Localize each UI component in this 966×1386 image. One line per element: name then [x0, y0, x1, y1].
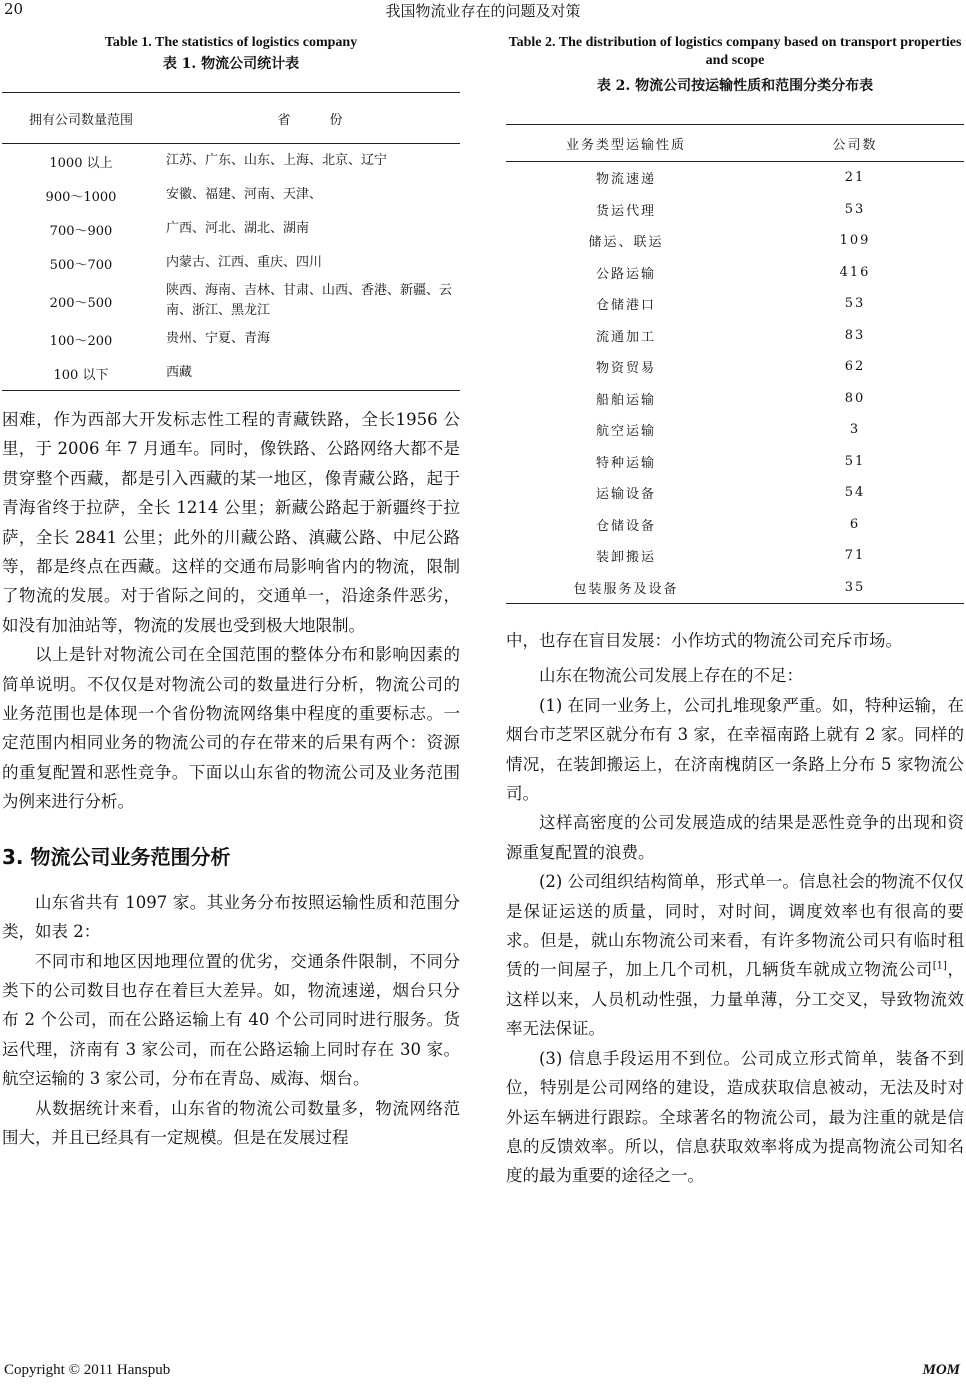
right-paragraph-4: 这样高密度的公司发展造成的结果是恶性竞争的出现和资源重复配置的浪费。 — [506, 813, 964, 862]
table-row — [2, 322, 460, 356]
table-row — [506, 383, 964, 415]
table-row — [506, 162, 964, 194]
left-paragraph-1: 困难，作为西部大开发标志性工程的青藏铁路，全长1956 公里，于 2006 年 7 月通车。同时，像铁路、公路网络大都不是贯穿整个西藏，都是引入西藏的某一地区，像青藏公路，起于青海省终于拉萨，全长 1214 公里；新藏公路起于新疆终于拉萨，全长 2841 公里；此外的川藏公路、滇藏公路、中尼公路等，都是终点在西藏。这样的交通布局影响省内的物流，限制了物流的发展。对于省际之间的，交通单一，沿途条件恶劣，如没有加油站等，物流的发展也受到极大地限制。 — [2, 410, 460, 635]
table-row — [506, 257, 964, 289]
table-row — [2, 356, 460, 391]
table2-type-cell: 储运、联运 — [588, 235, 664, 251]
table1-range-cell: 500～700 — [49, 257, 113, 273]
table2-company-distribution — [506, 124, 964, 604]
table1-logistics-statistics — [2, 92, 460, 391]
table-row — [506, 320, 964, 352]
table1-provinces-cell: 内蒙古、江西、重庆、四川 — [166, 255, 323, 270]
table2-caption-zh: 表 2. 物流公司按运输性质和范围分类分布表 — [596, 78, 874, 94]
table2-type-cell: 特种运输 — [595, 455, 656, 471]
table-row — [506, 540, 964, 572]
left-paragraph-5: 从数据统计来看，山东省的物流公司数量多，物流网络范围大，并且已经具有一定规模。但是在发展过程 — [2, 1098, 460, 1147]
table1-caption-zh: 表 1. 物流公司统计表 — [162, 56, 300, 72]
table-row — [2, 178, 460, 212]
citation-ref[interactable]: [1] — [932, 960, 947, 972]
table-row — [506, 351, 964, 383]
table2-count-cell: 62 — [844, 359, 866, 375]
table2-count-cell: 6 — [849, 516, 861, 532]
right-paragraph-5-text-b: ，这样以来，人员机动性强，力量单薄，分工交叉，导致物流效率无法保证。 — [506, 960, 965, 1039]
right-paragraph-5 — [506, 867, 964, 1043]
table2-type-cell: 物流速递 — [595, 172, 656, 188]
table1-header-range: 拥有公司数量范围 — [2, 93, 160, 144]
table2-count-cell: 416 — [839, 264, 871, 280]
table2-type-cell: 仓储设备 — [595, 518, 656, 534]
table2-type-cell: 船舶运输 — [595, 392, 656, 408]
left-paragraph-4: 不同市和地区因地理位置的优劣，交通条件限制，不同分类下的公司数目也存在着巨大差异。如，物流速递，烟台只分布 2 个公司，而在公路运输上有 40 个公司同时进行服务。货运代理，济南有 3 家公司，而在公路运输上同时存在 30 家。航空运输的 3 家公司，分布在青岛、威海、烟台。 — [2, 951, 460, 1089]
page-footer — [0, 1362, 966, 1384]
table2-count-cell: 80 — [844, 390, 866, 406]
right-paragraph-1: 中，也存在盲目发展：小作坊式的物流公司充斥市场。 — [506, 631, 902, 650]
table2-count-cell: 109 — [839, 233, 871, 249]
table2-type-cell: 公路运输 — [595, 266, 656, 282]
table2-count-cell: 3 — [849, 422, 861, 438]
table-row — [506, 477, 964, 509]
table2-type-cell: 运输设备 — [595, 487, 656, 503]
table2-count-cell: 53 — [844, 201, 866, 217]
table2-count-cell: 21 — [844, 170, 866, 186]
table2-caption-en: Table 2. The distribution of logistics company based on transport properties and scope — [508, 35, 962, 68]
table2-count-cell: 51 — [844, 453, 866, 469]
left-paragraph-3: 山东省共有 1097 家。其业务分布按照运输性质和范围分类，如表 2： — [2, 892, 460, 942]
page-number: 20 — [4, 0, 24, 18]
table2-count-cell: 71 — [844, 548, 866, 564]
table-row — [506, 414, 964, 446]
table2-type-cell: 仓储港口 — [595, 298, 656, 314]
table2-type-cell: 物资贸易 — [595, 361, 656, 377]
right-paragraph-5-text-a: (2) 公司组织结构简单，形式单一。信息社会的物流不仅仅是保证运送的质量，同时，对时间，调度效率也有很高的要求。但是，就山东物流公司来看，有许多物流公司只有临时租赁的一间屋子，加上几个司机，几辆货车就成立物流公司 — [506, 872, 964, 980]
journal-abbreviation: MOM — [922, 1362, 960, 1378]
table-row — [506, 509, 964, 541]
section-heading: 3. 物流公司业务范围分析 — [2, 844, 231, 869]
table1-caption-en: Table 1. The statistics of logistics company — [104, 35, 358, 50]
table2-type-cell: 流通加工 — [595, 329, 656, 345]
table-row — [506, 288, 964, 320]
table2-type-cell: 货运代理 — [595, 203, 656, 219]
table1-provinces-cell: 陕西、海南、吉林、甘肃、山西、香港、新疆、云南、浙江、黑龙江 — [166, 283, 453, 318]
table-row — [2, 144, 460, 179]
table1-range-cell: 1000 以上 — [49, 155, 113, 171]
table2-type-cell: 航空运输 — [595, 424, 656, 440]
right-paragraph-6: (3) 信息手段运用不到位。公司成立形式简单，装备不到位，特别是公司网络的建设，造成获取信息被动，无法及时对外运车辆进行跟踪。全球著名的物流公司，最为注重的就是信息的反馈效率。所以，信息获取效率将成为提高物流公司知名度的最为重要的途径之一。 — [506, 1048, 964, 1186]
table1-header-row — [2, 93, 460, 144]
table-row — [506, 446, 964, 478]
table1-range-cell: 200～500 — [49, 295, 113, 311]
copyright-notice: Copyright © 2011 Hanspub — [4, 1362, 171, 1378]
table2-header-count: 公司数 — [746, 125, 964, 162]
table1-provinces-cell: 江苏、广东、山东、上海、北京、辽宁 — [166, 153, 388, 168]
table2-header-row — [506, 125, 964, 162]
left-paragraph-2: 以上是针对物流公司在全国范围的整体分布和影响因素的简单说明。不仅仅是对物流公司的数量进行分析，物流公司的业务范围也是体现一个省份物流网络集中程度的重要标志。一定范围内相同业务的物流公司的存在带来的后果有两个：资源的重复配置和恶性竞争。下面以山东省的物流公司及业务范围为例来进行分析。 — [2, 645, 460, 812]
table1-provinces-cell: 安徽、福建、河南、天津、 — [166, 187, 323, 202]
left-column — [2, 34, 460, 1152]
table2-type-cell: 装卸搬运 — [595, 550, 656, 566]
table2-count-cell: 35 — [844, 579, 866, 595]
running-title: 我国物流业存在的问题及对策 — [385, 2, 581, 20]
right-column — [506, 34, 964, 1191]
table-row — [2, 280, 460, 322]
table2-header-type: 业务类型运输性质 — [506, 125, 746, 162]
table1-range-cell: 100～200 — [49, 333, 113, 349]
table2-count-cell: 53 — [844, 296, 866, 312]
table1-range-cell: 900～1000 — [45, 189, 117, 205]
table-row — [506, 225, 964, 257]
table2-count-cell: 54 — [844, 485, 866, 501]
table2-count-cell: 83 — [844, 327, 866, 343]
table-row — [2, 212, 460, 246]
table1-range-cell: 100 以下 — [53, 367, 109, 383]
page-header — [0, 0, 966, 24]
table1-provinces-cell: 广西、河北、湖北、湖南 — [166, 221, 310, 236]
table2-type-cell: 包装服务及设备 — [573, 581, 679, 597]
table1-provinces-cell: 西藏 — [166, 365, 193, 380]
right-paragraph-2: 山东在物流公司发展上存在的不足： — [539, 666, 803, 686]
right-paragraph-3: (1) 在同一业务上，公司扎堆现象严重。如，特种运输，在烟台市芝罘区就分布有 3 家，在幸福南路上就有 2 家。同样的情况，在装卸搬运上，在济南槐荫区一条路上分布 5 家物流公司。 — [506, 695, 964, 804]
table1-range-cell: 700～900 — [49, 223, 113, 239]
table-row — [2, 246, 460, 280]
table1-header-provinces: 省 份 — [160, 93, 460, 144]
table-row — [506, 572, 964, 604]
table1-provinces-cell: 贵州、宁夏、青海 — [166, 331, 271, 346]
table-row — [506, 194, 964, 226]
